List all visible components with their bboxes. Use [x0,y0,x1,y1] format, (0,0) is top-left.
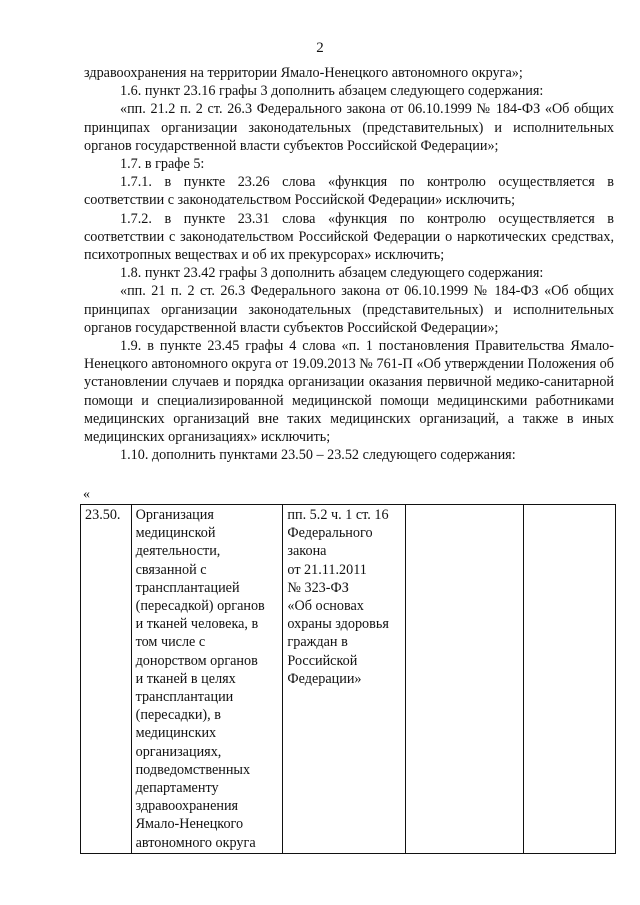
legal-basis-cell [283,505,406,854]
paragraph: 1.9. в пункте 23.45 графы 4 слова «п. 1 постановления Правительства Ямало-Ненецкого автономного округа от 19.09.2013 № 761-П «Об утверждении Положения об установлении случаев и порядка организации оказания первичной медико-санитарной помощи и специализированной медицинской помощи медицинскими работниками медицинских организаций вне таких медицинских организаций, а также в иных медицинских организациях» исключить; [84,338,614,446]
cell-line: медицинских [135,725,217,742]
paragraph: здравоохранения на территории Ямало-Ненецкого автономного округа»; [84,65,523,81]
cell-line: том числе с [135,634,206,651]
cell-line: автономного округа [135,834,256,851]
cell-line: Организация [135,507,214,523]
cell-line: «Об основах [287,598,364,615]
document-body [84,64,614,464]
cell-line: организациях, [135,743,222,760]
cell-line: департаменту [135,780,219,797]
cell-line: граждан в [287,634,348,651]
column-5-cell [524,505,616,854]
cell-line: здравоохранения [135,798,239,815]
opening-quote: « [83,487,90,502]
cell-line: трансплантации [135,689,234,706]
cell-line: Российской [287,652,358,669]
function-name-cell [131,505,283,854]
cell-line: № 323-ФЗ [287,579,349,596]
cell-line: Федерального [287,525,373,542]
cell-line: закона [287,543,327,560]
paragraph: 1.6. пункт 23.16 графы 3 дополнить абзацем следующего содержания: [120,83,544,100]
cell-line: деятельности, [135,543,221,560]
page-number: 2 [316,40,324,56]
row-number-cell [81,505,132,854]
cell-line: связанной с [135,561,207,578]
cell-line: и тканей человека, в [135,616,259,633]
cell-line: подведомственных [135,761,251,778]
cell-line: донорством органов [135,652,258,669]
cell-line: охраны здоровья [287,616,389,633]
cell-line: (пересадки), в [135,707,221,724]
table-row [81,505,616,854]
paragraph: 1.7.1. в пункте 23.26 слова «функция по контролю осуществляется в соответствии с законодательством Российской Федерации» исключить; [84,174,614,209]
cell-line: медицинской [135,525,216,542]
row-number: 23.50. [85,507,121,523]
cell-line: трансплантацией [135,579,240,596]
paragraph: 1.7.2. в пункте 23.31 слова «функция по контролю осуществляется в соответствии с законодательством Российской Федерации о наркотических средствах, психотропных веществах и об их прекурсорах» исключить; [84,210,614,264]
paragraph: «пп. 21.2 п. 2 ст. 26.3 Федерального закона от 06.10.1999 № 184-ФЗ «Об общих принципах организации законодательных (представительных) и исполнительных органов государственной власти субъектов Российской Федерации»; [84,101,614,154]
cell-line: (пересадкой) органов [135,598,265,615]
cell-line: от 21.11.2011 [287,561,367,578]
amendment-table [80,504,616,854]
cell-line: пп. 5.2 ч. 1 ст. 16 [287,507,389,523]
paragraph: 1.8. пункт 23.42 графы 3 дополнить абзацем следующего содержания: [120,265,544,282]
column-4-cell [406,505,524,854]
cell-line: и тканей в целях [135,670,236,687]
cell-line: Федерации» [287,670,362,687]
paragraph: «пп. 21 п. 2 ст. 26.3 Федерального закона от 06.10.1999 № 184-ФЗ «Об общих принципах организации законодательных (представительных) и исполнительных органов государственной власти субъектов Российской Федерации»; [84,283,614,336]
paragraph: 1.10. дополнить пунктами 23.50 – 23.52 следующего содержания: [120,447,516,464]
cell-line: Ямало-Ненецкого [135,816,244,833]
paragraph: 1.7. в графе 5: [120,156,205,173]
